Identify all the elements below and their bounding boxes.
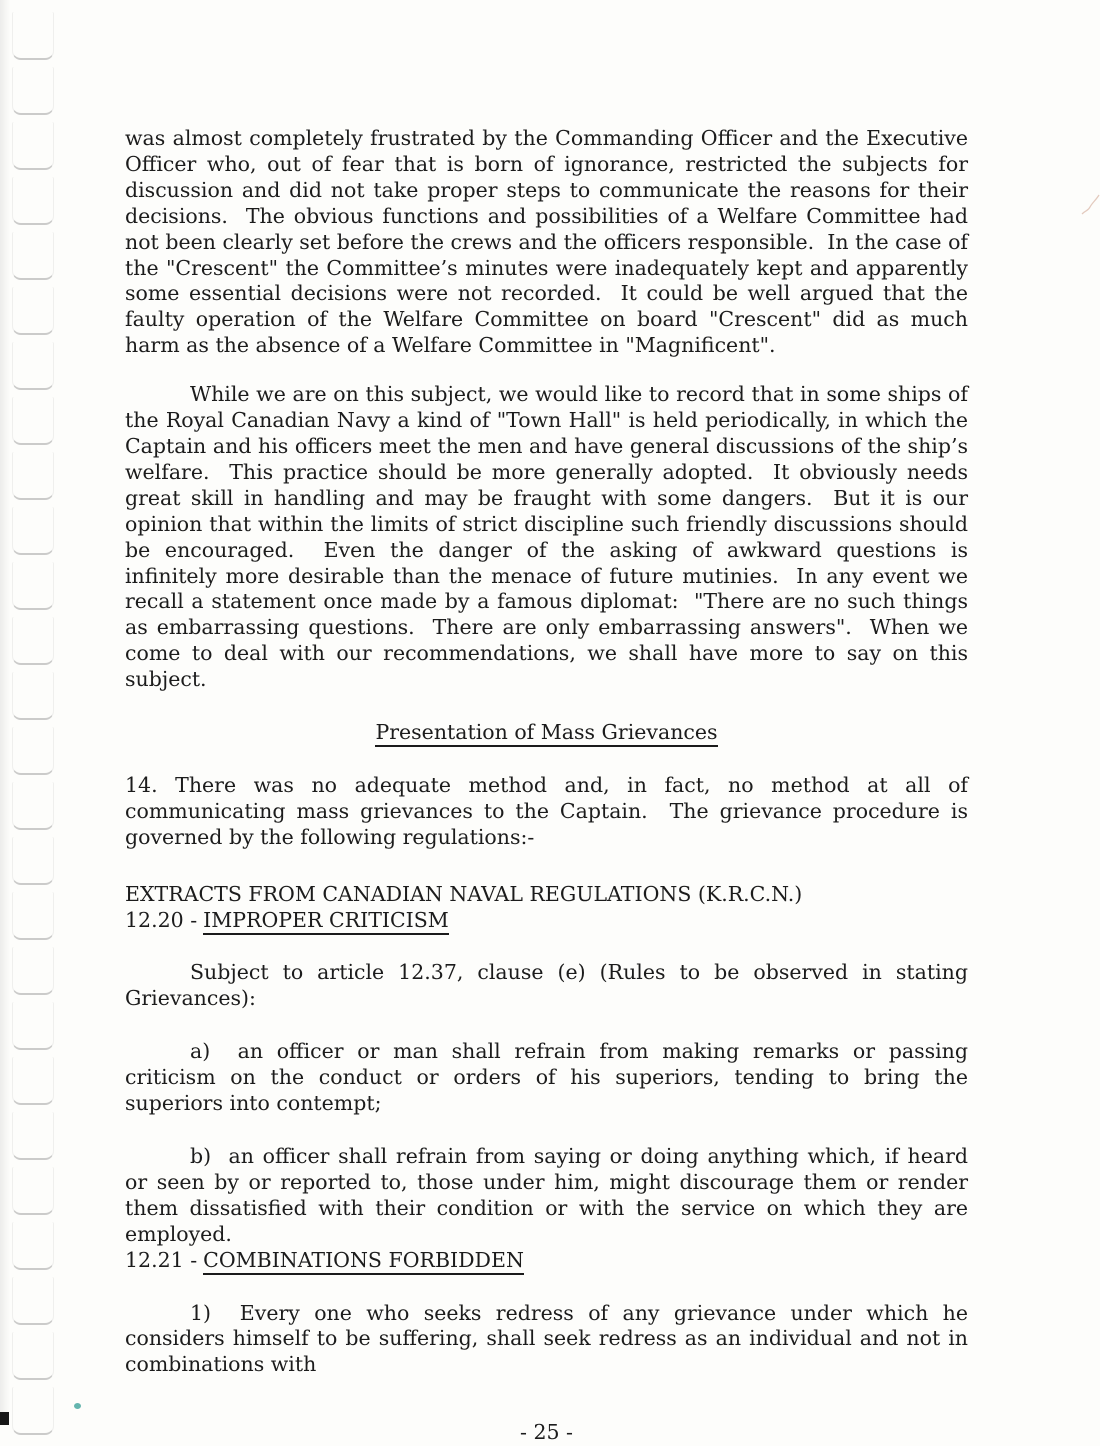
binding-hole-mark — [12, 507, 54, 555]
section-heading-mass-grievances — [125, 720, 968, 746]
subject-line: Subject to article 12.37, clause (e) (Rules to be observed in stating Grievances): — [125, 960, 975, 1011]
binding-hole-mark — [12, 1057, 54, 1105]
section-12-20-number: 12.20 - — [125, 907, 198, 932]
binding-hole-mark — [12, 1167, 54, 1215]
section-12-21-number: 12.21 - — [125, 1247, 198, 1272]
binding-hole-mark — [12, 1387, 54, 1435]
pen-squiggle-mark — [1080, 194, 1100, 216]
paragraph-continuation: was almost completely frustrated by the Commanding Officer and the Executive Officer who, out of fear that is born of ignorance, restricted the subjects for discussion and did not take proper steps to communicate the reasons for their decisions. The obvious functions and possibilities of a Welfare Committee had not been clearly set before the crews and the officers responsible. In the case of the "Crescent" the Committee’s minutes were inadequately kept and apparently some essential decisions were not recorded. It could be well argued that the faulty operation of the Welfare Committee on board "Crescent" did as much harm as the absence of a Welfare Committee in "Magnificent". — [125, 126, 975, 358]
binding-hole-mark — [12, 452, 54, 500]
scan-edge-shading — [0, 0, 10, 1425]
paragraph-town-hall: While we are on this subject, we would like to record that in some ships of the Royal Canadian Navy a kind of "Town Hall" is held periodically, in which the Captain and his officers meet the men and have general discussions of the ship’s welfare. This practice should be more generally adopted. It obviously needs great skill in handling and may be fraught with some dangers. But it is our opinion that within the limits of strict discipline such friendly discussions should be encouraged. Even the danger of the asking of awkward questions is infinitely more desirable than the menace of future mutinies. In any event we recall a statement once made by a famous diplomat: "There are no such things as embarrassing questions. There are only embarrassing answers". When we come to deal with our recommendations, we shall have more to say on this subject. — [125, 382, 975, 692]
clause-item-a: a) an officer or man shall refrain from making remarks or passing criticism on the conduct or orders of his superiors, tending to bring the superiors into contempt; — [125, 1039, 975, 1116]
binding-hole-mark — [12, 1112, 54, 1160]
binding-hole-mark — [12, 837, 54, 885]
binding-hole-mark — [12, 727, 54, 775]
clause-item-1: 1) Every one who seeks redress of any grievance under which he considers himself to be suffering, shall seek redress as an individual and not in combinations with — [125, 1300, 975, 1377]
section-heading-12-21 — [125, 1248, 968, 1274]
binding-hole-mark — [12, 1222, 54, 1270]
clause-item-b: b) an officer shall refrain from saying or doing anything which, if heard or seen by or reported to, those under him, might discourage them or render them dissatisfied with their condition or with the service on which they are employed. — [125, 1144, 975, 1246]
binding-hole-mark — [12, 1332, 54, 1380]
page-number: - 25 - — [520, 1420, 573, 1445]
binding-hole-mark — [12, 617, 54, 665]
binding-hole-mark — [12, 342, 54, 390]
binding-hole-mark — [12, 232, 54, 280]
section-12-21-title: COMBINATIONS FORBIDDEN — [203, 1248, 524, 1275]
section-heading-mass-grievances-text: Presentation of Mass Grievances — [375, 720, 717, 747]
binding-hole-mark — [12, 122, 54, 170]
binding-hole-mark — [12, 947, 54, 995]
binding-hole-mark — [12, 67, 54, 115]
binding-hole-mark — [12, 1277, 54, 1325]
binding-hole-mark — [12, 782, 54, 830]
paragraph-14: 14. There was no adequate method and, in fact, no method at all of communicating mass grievances to the Captain. The grievance procedure is governed by the following regulations:- — [125, 772, 975, 849]
extracts-heading: EXTRACTS FROM CANADIAN NAVAL REGULATIONS (K.R.C.N.) — [125, 881, 803, 906]
binding-hole-mark — [12, 12, 54, 60]
document-text-block — [125, 126, 975, 1446]
pen-squiggle-path — [1082, 195, 1099, 214]
binding-hole-mark — [12, 397, 54, 445]
binding-hole-mark — [12, 562, 54, 610]
section-heading-12-20 — [125, 908, 968, 934]
binding-hole-mark — [12, 287, 54, 335]
binding-hole-mark — [12, 892, 54, 940]
binding-hole-mark — [12, 177, 54, 225]
teal-speck — [74, 1403, 81, 1409]
binding-hole-mark — [12, 1002, 54, 1050]
binding-hole-mark — [12, 672, 54, 720]
scan-corner-mark — [0, 1412, 9, 1425]
section-12-20-title: IMPROPER CRITICISM — [203, 908, 449, 935]
